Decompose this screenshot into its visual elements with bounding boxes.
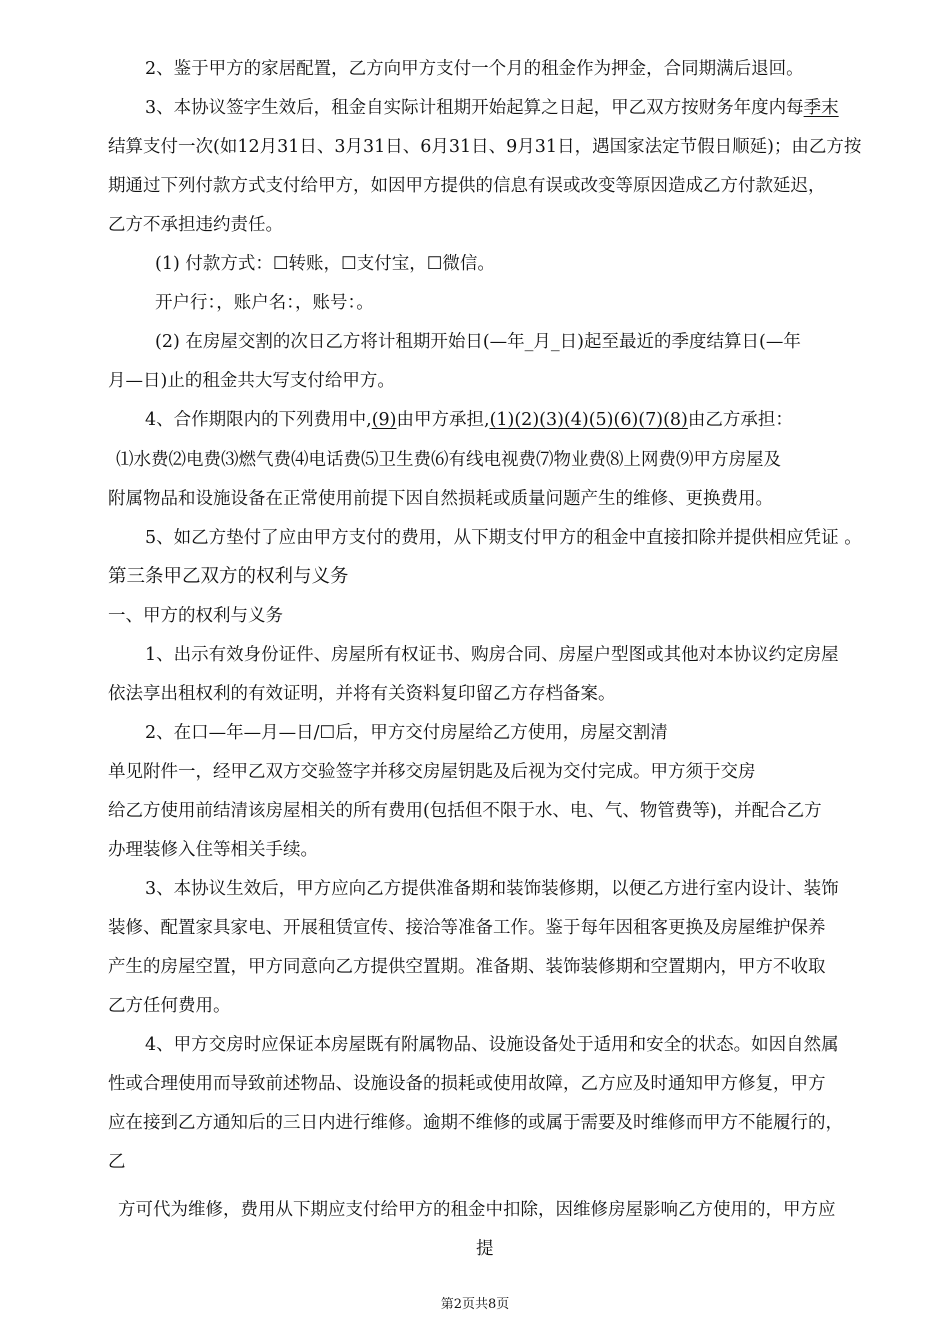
- duty-4-line-5: 方可代为维修，费用从下期应支付给甲方的租金中扣除，因维修房屋影响乙方使用的，甲方应: [118, 1200, 836, 1220]
- duty-4-line-2: 性或合理使用而导致前述物品、设施设备的损耗或使用故障，乙方应及时通知甲方修复，甲方: [108, 1074, 826, 1094]
- clause-4-line-1: [145, 408, 793, 432]
- duty-3-line-3: 产生的房屋空置，甲方同意向乙方提供空置期。准备期、装饰装修期和空置期内，甲方不收取: [108, 957, 826, 977]
- clause-4-text-e: 由乙方承担：: [687, 410, 793, 430]
- fee-list-line-1: ⑴水费⑵电费⑶燃气费⑷电话费⑸卫生费⑹有线电视费⑺物业费⑻上网费⑼甲方房屋及: [116, 450, 781, 470]
- duty-3-line-2: 装修、配置家具家电、开展租赁宣传、接洽等准备工作。鉴于每年因租客更换及房屋维护保养: [108, 918, 826, 938]
- duty-4-line-3: 应在接到乙方通知后的三日内进行维修。逾期不维修的或属于需要及时维修而甲方不能履行的，: [108, 1113, 843, 1133]
- duty-2-line-4: 办理装修入住等相关手续。: [108, 840, 318, 860]
- party-a-subheading: 一、甲方的权利与义务: [108, 606, 283, 626]
- duty-2-line-2: 单见附件一，经甲乙双方交验签字并移交房屋钥匙及后视为交付完成。甲方须于交房: [108, 762, 756, 782]
- duty-4-line-6: 提: [476, 1239, 494, 1259]
- fee-list-line-2: 附属物品和设施设备在正常使用前提下因自然损耗或质量问题产生的维修、更换费用。: [108, 489, 773, 509]
- clause-3-line-4: 乙方不承担违约责任。: [108, 215, 283, 235]
- duty-4-line-1: 4、甲方交房时应保证本房屋既有附属物品、设施设备处于适用和安全的状态。如因自然属: [145, 1035, 839, 1055]
- duty-4-line-4: 乙: [108, 1152, 126, 1172]
- clause-2-deposit: 2、鉴于甲方的家居配置，乙方向甲方支付一个月的租金作为押金，合同期满后退回。: [145, 59, 804, 79]
- clause-3-line-2: 结算支付一次(如12月31日、3月31日、6月31日、9月31日，遇国家法定节假日顺延)；由乙方按: [108, 137, 862, 157]
- duty-3-line-1: 3、本协议生效后，甲方应向乙方提供准备期和装饰装修期，以便乙方进行室内设计、装饰: [145, 879, 839, 899]
- section-3-heading: 第三条甲乙双方的权利与义务: [108, 566, 349, 587]
- duty-2-line-1: 2、在口—年—月—日/☐后，甲方交付房屋给乙方使用，房屋交割清: [145, 723, 668, 743]
- clause-5-line: 5、如乙方垫付了应由甲方支付的费用，从下期支付甲方的租金中直接扣除并提供相应凭证 。: [145, 528, 862, 548]
- clause-3-line-3: 期通过下列付款方式支付给甲方，如因甲方提供的信息有误或改变等原因造成乙方付款延迟，: [108, 176, 826, 196]
- duty-1-line-1: 1、出示有效身份证件、房屋所有权证书、购房合同、房屋户型图或其他对本协议约定房屋: [145, 645, 839, 665]
- payment-method-line: (1) 付款方式：☐转账，☐支付宝，☐微信。: [155, 254, 495, 274]
- clause-3-text: 3、本协议签字生效后，租金自实际计租期开始起算之日起，甲乙双方按财务年度内每: [145, 98, 804, 118]
- party-a-fee-items: (9): [371, 410, 397, 430]
- page-number-footer: 第2页共8页: [440, 1297, 510, 1312]
- duty-1-line-2: 依法享出租权利的有效证明，并将有关资料复印留乙方存档备案。: [108, 684, 616, 704]
- clause-3-line-1: [145, 96, 839, 120]
- bank-account-line: 开户行：，账户名：，账号：。: [155, 293, 374, 313]
- item-2-line-2: 月—日)止的租金共大写支付给甲方。: [108, 371, 395, 391]
- quarter-end-underlined: 季末: [803, 98, 839, 118]
- party-b-fee-items: (1)(2)(3)(4)(5)(6)(7)(8): [489, 410, 688, 430]
- duty-3-line-4: 乙方任何费用。: [108, 996, 231, 1016]
- item-2-line-1: (2) 在房屋交割的次日乙方将计租期开始日(—年_月_日)起至最近的季度结算日(—年: [155, 332, 801, 352]
- clause-4-text-a: 4、合作期限内的下列费用中,: [145, 410, 372, 430]
- clause-4-text-c: 由甲方承担,: [396, 410, 490, 430]
- duty-2-line-3: 给乙方使用前结清该房屋相关的所有费用(包括但不限于水、电、气、物管费等)，并配合乙方: [108, 801, 822, 821]
